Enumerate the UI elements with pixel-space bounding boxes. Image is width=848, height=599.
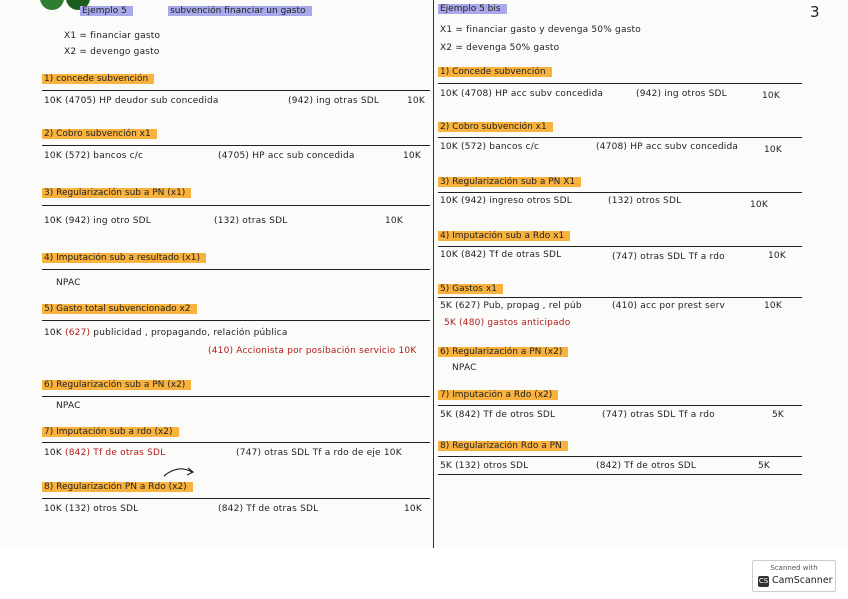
right-sec5-heading: 5) Gastos x1	[438, 284, 503, 294]
right-sec2-amount: 10K	[764, 145, 782, 155]
right-sec6-heading: 6) Regularización a PN (x2)	[438, 347, 568, 357]
camscanner-watermark	[752, 560, 836, 592]
right-sec2-heading: 2) Cobro subvención x1	[438, 122, 553, 132]
divider	[42, 269, 430, 270]
left-sec6-value: NPAC	[56, 401, 81, 411]
camscanner-icon: CS	[758, 577, 769, 585]
left-def1: X1 = financiar gasto	[64, 31, 161, 41]
left-sec3-debit: 10K (942) ing otro SDL	[44, 216, 152, 226]
right-def2: X2 = devenga 50% gasto	[440, 43, 560, 53]
left-sec8-credit: (842) Tf de otras SDL	[218, 504, 319, 514]
right-sec2-credit: (4708) HP acc subv concedida	[596, 142, 739, 152]
column-divider	[433, 0, 434, 548]
left-sec7-heading: 7) Imputación sub a rdo (x2)	[42, 427, 179, 437]
left-sec8-debit: 10K (132) otros SDL	[44, 504, 139, 514]
left-sec5-debit	[44, 328, 288, 338]
divider	[42, 205, 430, 206]
left-sec1-heading: 1) concede subvención	[42, 74, 154, 84]
left-sec5-amount: 10K	[44, 328, 62, 338]
left-sec7-account: (842) Tf de otras SDL	[65, 448, 166, 458]
watermark-caption: Scanned with	[770, 564, 818, 572]
logo-circle-icon	[40, 0, 64, 10]
right-sec5-extra: 5K (480) gastos anticipado	[444, 318, 571, 328]
left-subtitle: subvención financiar un gasto	[168, 6, 312, 16]
divider	[438, 405, 802, 406]
right-def1: X1 = financiar gasto y devenga 50% gasto	[440, 25, 641, 35]
right-sec5-credit: (410) acc por prest serv	[612, 301, 725, 311]
divider	[438, 192, 802, 193]
left-sec5-account: (627)	[65, 328, 91, 338]
right-title: Ejemplo 5 bis	[438, 4, 507, 14]
divider	[42, 442, 430, 443]
right-sec3-debit: 10K (942) ingreso otros SDL	[440, 196, 572, 206]
right-sec1-credit: (942) ing otros SDL	[636, 89, 727, 99]
left-sec4-heading: 4) Imputación sub a resultado (x1)	[42, 253, 206, 263]
left-title: Ejemplo 5	[80, 6, 133, 16]
right-sec3-credit: (132) otros SDL	[608, 196, 682, 206]
right-sec8-debit: 5K (132) otros SDL	[440, 461, 529, 471]
right-sec4-debit: 10K (842) Tf de otras SDL	[440, 250, 562, 260]
right-sec2-debit: 10K (572) bancos c/c	[440, 142, 540, 152]
divider	[438, 297, 802, 298]
right-sec3-amount: 10K	[750, 200, 768, 210]
left-sec5-desc: publicidad , propagando, relación pública	[93, 328, 288, 338]
left-sec3-credit: (132) otras SDL	[214, 216, 288, 226]
page-number: 3	[810, 3, 820, 21]
left-sec1-amount: 10K	[407, 96, 425, 106]
left-sec5-credit: (410) Accionista por posibación servicio 10K	[208, 346, 417, 356]
left-sec5-heading: 5) Gasto total subvencionado x2	[42, 304, 197, 314]
divider	[42, 320, 430, 321]
right-sec1-heading: 1) Concede subvención	[438, 67, 552, 77]
left-sec2-amount: 10K	[403, 151, 421, 161]
divider	[438, 246, 802, 247]
right-sec5-amount: 10K	[764, 301, 782, 311]
right-sec8-credit: (842) Tf de otros SDL	[596, 461, 697, 471]
left-sec2-heading: 2) Cobro subvención x1	[42, 129, 157, 139]
right-sec4-credit: (747) otras SDL Tf a rdo	[612, 252, 725, 262]
left-sec4-value: NPAC	[56, 278, 81, 288]
left-sec3-amount: 10K	[385, 216, 403, 226]
left-sec8-heading: 8) Regularización PN a Rdo (x2)	[42, 482, 193, 492]
divider	[42, 396, 430, 397]
right-sec7-amount: 5K	[772, 410, 785, 420]
left-def2: X2 = devengo gasto	[64, 47, 160, 57]
divider	[42, 90, 430, 91]
right-sec1-debit: 10K (4708) HP acc subv concedida	[440, 89, 604, 99]
right-sec5-debit: 5K (627) Pub, propag , rel púb	[440, 301, 582, 311]
right-sec7-credit: (747) otras SDL Tf a rdo	[602, 410, 715, 420]
left-sec7-credit: (747) otras SDL Tf a rdo de eje 10K	[236, 448, 402, 458]
right-sec7-debit: 5K (842) Tf de otros SDL	[440, 410, 556, 420]
right-sec3-heading: 3) Regularización sub a PN X1	[438, 177, 581, 187]
divider	[438, 137, 802, 138]
right-sec6-value: NPAC	[452, 363, 477, 373]
right-sec4-amount: 10K	[768, 251, 786, 261]
divider	[42, 145, 430, 146]
divider	[438, 474, 802, 475]
right-sec4-heading: 4) Imputación sub a Rdo x1	[438, 231, 570, 241]
left-sec1-credit: (942) ing otras SDL	[288, 96, 380, 106]
right-sec8-amount: 5K	[758, 461, 771, 471]
left-sec7-amount: 10K	[44, 448, 62, 458]
left-sec8-amount: 10K	[404, 504, 422, 514]
left-sec1-debit: 10K (4705) HP deudor sub concedida	[44, 96, 219, 106]
left-sec2-debit: 10K (572) bancos c/c	[44, 151, 144, 161]
right-sec7-heading: 7) Imputación a Rdo (x2)	[438, 390, 558, 400]
left-sec2-credit: (4705) HP acc sub concedida	[218, 151, 355, 161]
divider	[42, 498, 430, 499]
left-sec3-heading: 3) Regularización sub a PN (x1)	[42, 188, 191, 198]
watermark-brand: CamScanner	[772, 575, 833, 586]
right-sec1-amount: 10K	[762, 91, 780, 101]
divider	[438, 83, 802, 84]
left-sec7-debit	[44, 448, 165, 458]
divider	[438, 456, 802, 457]
left-sec6-heading: 6) Regularización sub a PN (x2)	[42, 380, 191, 390]
curved-arrow-icon	[160, 464, 200, 480]
right-sec8-heading: 8) Regularización Rdo a PN	[438, 441, 568, 451]
